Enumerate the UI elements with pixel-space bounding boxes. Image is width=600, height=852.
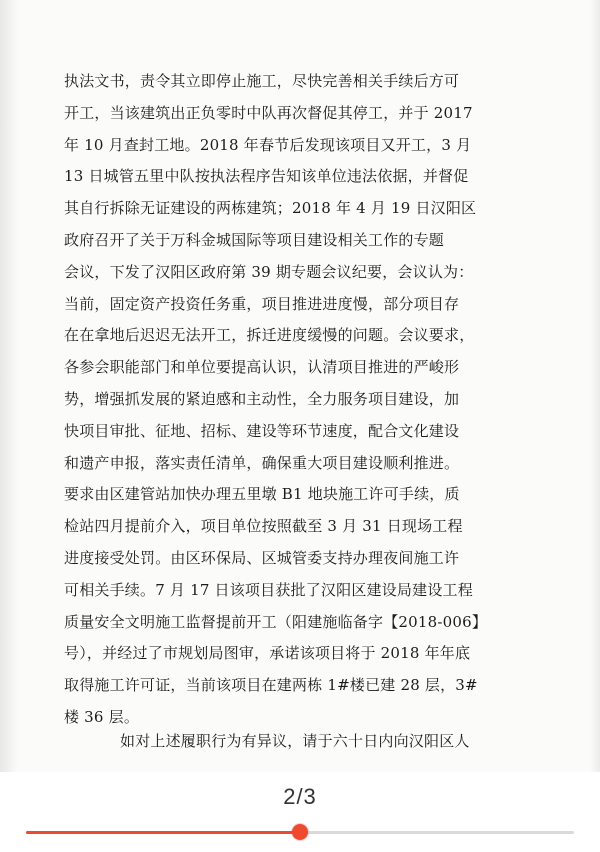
document-text-line: 在在拿地后迟迟无法开工，拆迁进度缓慢的问题。会议要求，: [64, 326, 475, 345]
page-edge-shadow-left: [0, 0, 18, 772]
document-text-line: 年 10 月查封工地。2018 年春节后发现该项目又开工，3 月: [64, 135, 472, 154]
document-text-line: 快项目审批、征地、招标、建设等环节速度，配合文化建设: [64, 421, 460, 440]
document-text-line: 可相关手续。7 月 17 日该项目获批了汉阳区建设局建设工程: [64, 580, 473, 599]
document-text-line: 号），并经过了市规划局图审，承诺该项目将于 2018 年年底: [64, 644, 471, 663]
page-indicator: 2/3: [283, 784, 317, 809]
document-body-text: [64, 66, 500, 734]
document-text-line: 楼 36 层。: [64, 707, 140, 726]
document-text-line: 开工，当该建筑出正负零时中队再次督促其停工，并于 2017: [64, 103, 473, 122]
document-text-line: 执法文书，责令其立即停止施工，尽快完善相关手续后方可: [64, 72, 460, 90]
document-text-line: 13 日城管五里中队按执法程序告知该单位违法依据，并督促: [64, 167, 469, 186]
document-text-line: 进度接受处罚。由区环保局、区城管委支持办理夜间施工许: [64, 548, 460, 567]
progress-thumb-handle[interactable]: [292, 824, 308, 840]
document-text-line: 势，增强抓发展的紧迫感和主动性，全力服务项目建设，加: [64, 389, 460, 408]
document-text-line: 当前，固定资产投资任务重，项目推进进度慢，部分项目存: [64, 294, 460, 313]
viewer-bottom-bar: [0, 772, 600, 852]
page-edge-shadow-right: [590, 0, 600, 772]
document-text-line: 和遗产申报，落实责任清单，确保重大项目建设顺利推进。: [64, 453, 460, 472]
document-text-line: 要求由区建管站加快办理五里墩 B1 地块施工许可手续，质: [64, 485, 460, 504]
document-text-line: 取得施工许可证，当前该项目在建两栋 1#楼已建 28 层，3#: [64, 676, 478, 695]
document-text-line: 各参会职能部门和单位要提高认识，认清项目推进的严峻形: [64, 358, 460, 377]
document-text-line: 质量安全文明施工监督提前开工（阳建施临备字【2018-006】: [64, 612, 488, 631]
document-text-line: 政府召开了关于万科金城国际等项目建设相关工作的专题: [64, 230, 445, 249]
document-text-line: 其自行拆除无证建设的两栋建筑；2018 年 4 月 19 日汉阳区: [64, 199, 477, 218]
closing-paragraph: 如对上述履职行为有异议，请于六十日内向汉阳区人: [120, 732, 470, 750]
page-progress-slider[interactable]: [26, 831, 574, 834]
document-text-line: 检站四月提前介入，项目单位按照截至 3 月 31 日现场工程: [64, 517, 463, 536]
progress-fill: [26, 831, 300, 834]
document-text-line: 会议，下发了汉阳区政府第 39 期专题会议纪要，会议认为：: [64, 262, 474, 281]
